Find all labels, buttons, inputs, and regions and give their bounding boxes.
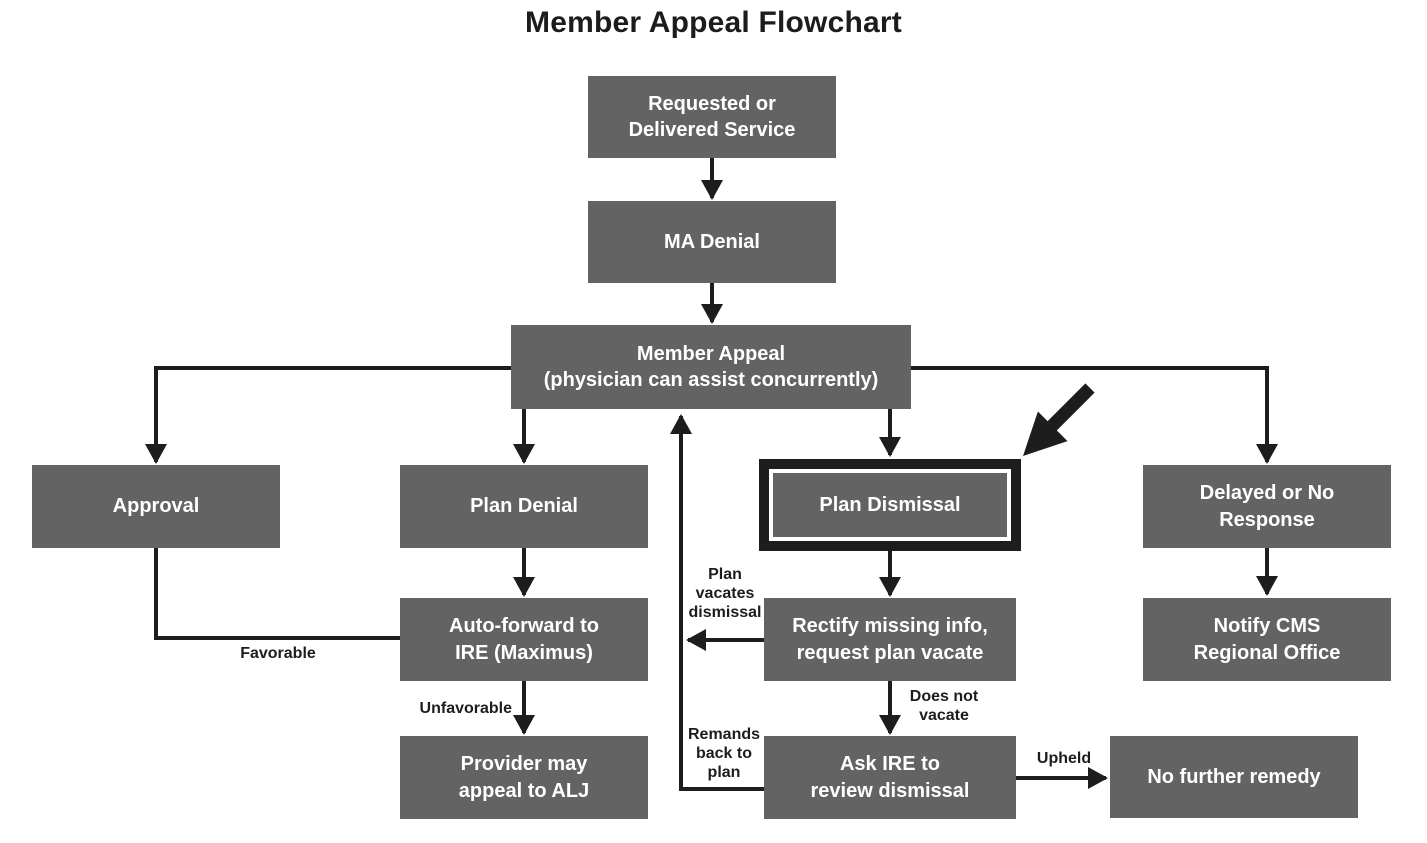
node-ma-denial: MA Denial xyxy=(588,201,836,283)
edge-label-favorable: Favorable xyxy=(240,645,316,662)
edge-member-appeal-to-delayed xyxy=(911,368,1267,462)
node-ask-ire-review: Ask IRE to review dismissal xyxy=(764,736,1016,819)
edge-label-plan-vacates-dismissal: Plan vacates dismissal xyxy=(688,566,762,622)
node-requested-service: Requested or Delivered Service xyxy=(588,76,836,158)
node-plan-denial: Plan Denial xyxy=(400,465,648,548)
node-rectify-missing-info: Rectify missing info, request plan vacate xyxy=(764,598,1016,681)
edge-member-appeal-to-approval xyxy=(156,368,511,462)
node-plan-dismissal: Plan Dismissal xyxy=(759,459,1021,551)
edge-label-upheld: Upheld xyxy=(1036,750,1092,767)
node-delayed-no-response: Delayed or No Response xyxy=(1143,465,1391,548)
node-auto-forward-ire: Auto-forward to IRE (Maximus) xyxy=(400,598,648,681)
page-title: Member Appeal Flowchart xyxy=(525,6,902,39)
node-notify-cms: Notify CMS Regional Office xyxy=(1143,598,1391,681)
node-no-further-remedy: No further remedy xyxy=(1110,736,1358,818)
edge-label-unfavorable: Unfavorable xyxy=(419,700,512,717)
node-approval: Approval xyxy=(32,465,280,548)
node-provider-appeal-alj: Provider may appeal to ALJ xyxy=(400,736,648,819)
edge-label-does-not-vacate: Does not vacate xyxy=(909,688,979,725)
edge-label-remands-back-to-plan: Remands back to plan xyxy=(687,726,761,782)
highlight-arrow-icon xyxy=(1023,388,1090,456)
node-member-appeal: Member Appeal (physician can assist concurrently) xyxy=(511,325,911,409)
edge-favorable xyxy=(156,548,400,638)
